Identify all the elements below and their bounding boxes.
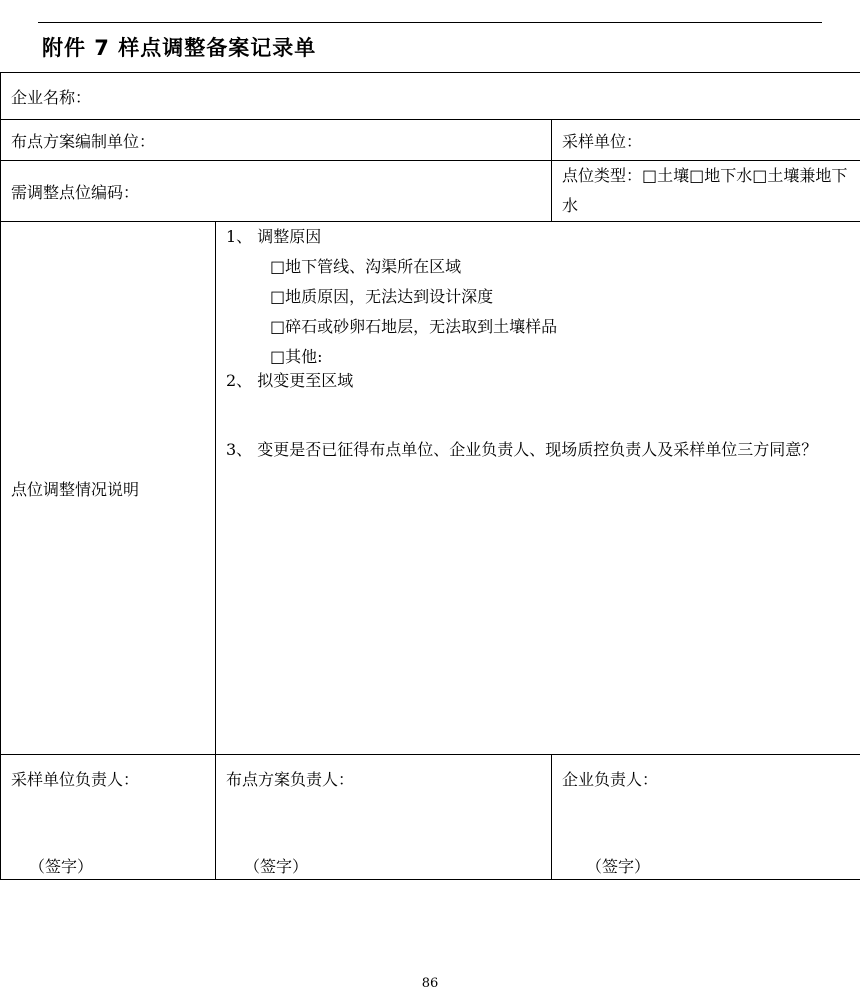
sampling-head-signature[interactable] (1, 755, 216, 880)
row-enterprise (1, 73, 860, 120)
plan-unit-field[interactable]: 布点方案编制单位： (1, 120, 552, 161)
plan-head-signature[interactable] (216, 755, 552, 880)
plan-head-label: 布点方案负责人： (226, 770, 355, 789)
reason-checkbox-pipeline[interactable]: □地下管线、沟渠所在区域 (270, 257, 462, 276)
adjustment-label: 点位调整情况说明 (1, 222, 216, 755)
sign-label: （签字） (29, 857, 94, 876)
reason-checkbox-gravel[interactable]: □碎石或砂卵石地层，无法取到土壤样品 (270, 317, 558, 336)
header-rule (38, 22, 822, 23)
record-form-table (0, 72, 860, 880)
enterprise-head-signature[interactable] (552, 755, 860, 880)
sign-label: （签字） (244, 857, 309, 876)
sign-label: （签字） (586, 857, 651, 876)
sampling-head-label: 采样单位负责人： (11, 770, 140, 789)
consent-question: 3、 变更是否已征得布点单位、企业负责人、现场质控负责人及采样单位三方同意？ (226, 440, 818, 459)
sampling-unit-field[interactable]: 采样单位： (552, 120, 860, 161)
page-number: 86 (421, 976, 439, 991)
enterprise-head-label: 企业负责人： (562, 770, 659, 789)
reason-checkbox-other[interactable]: □其他: (270, 347, 323, 366)
row-adjustment (1, 222, 860, 755)
point-code-field[interactable]: 需调整点位编码： (1, 161, 552, 222)
row-point-code (1, 161, 860, 222)
document-title: 附件 7 样点调整备案记录单 (42, 36, 317, 60)
row-plan-unit (1, 120, 860, 161)
row-signatures (1, 755, 860, 880)
adjust-reason-heading: 1、 调整原因 (226, 227, 322, 246)
point-type-field[interactable]: 点位类型：□土壤□地下水□土壤兼地下水 (552, 161, 860, 222)
target-area-heading: 2、 拟变更至区域 (226, 371, 354, 390)
enterprise-name-field[interactable]: 企业名称： (1, 73, 860, 120)
reason-checkbox-geology[interactable]: □地质原因，无法达到设计深度 (270, 287, 494, 306)
adjustment-notes[interactable] (216, 222, 860, 755)
